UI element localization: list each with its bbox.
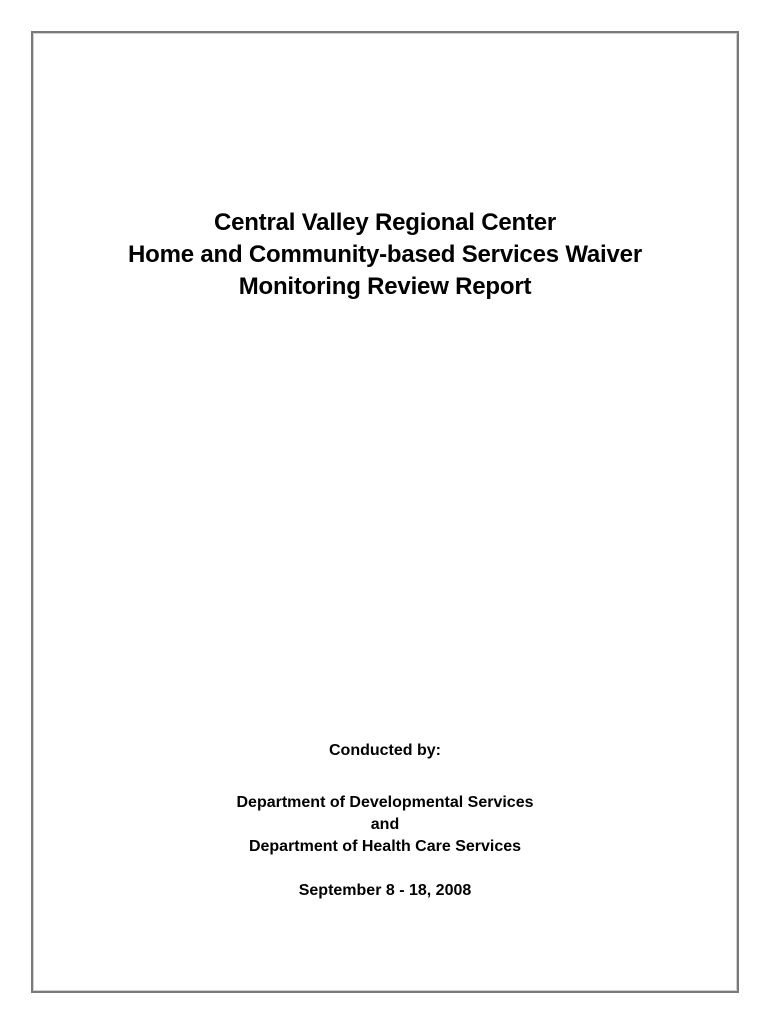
spacer — [33, 858, 737, 880]
spacer — [33, 762, 737, 792]
review-dates: September 8 - 18, 2008 — [298, 882, 472, 899]
title-line-report-type: Monitoring Review Report — [238, 273, 532, 300]
conducted-by-label: Conducted by: — [329, 742, 441, 759]
title-line-program: Home and Community-based Services Waiver — [128, 241, 642, 268]
agency-health-care-services: Department of Health Care Services — [248, 838, 522, 855]
title-line-organization: Central Valley Regional Center — [213, 209, 557, 236]
agency-developmental-services: Department of Developmental Services — [236, 794, 534, 811]
report-title — [33, 207, 737, 303]
page-border-frame — [31, 31, 739, 993]
credits-section — [33, 740, 737, 902]
agency-conjunction: and — [370, 816, 400, 833]
